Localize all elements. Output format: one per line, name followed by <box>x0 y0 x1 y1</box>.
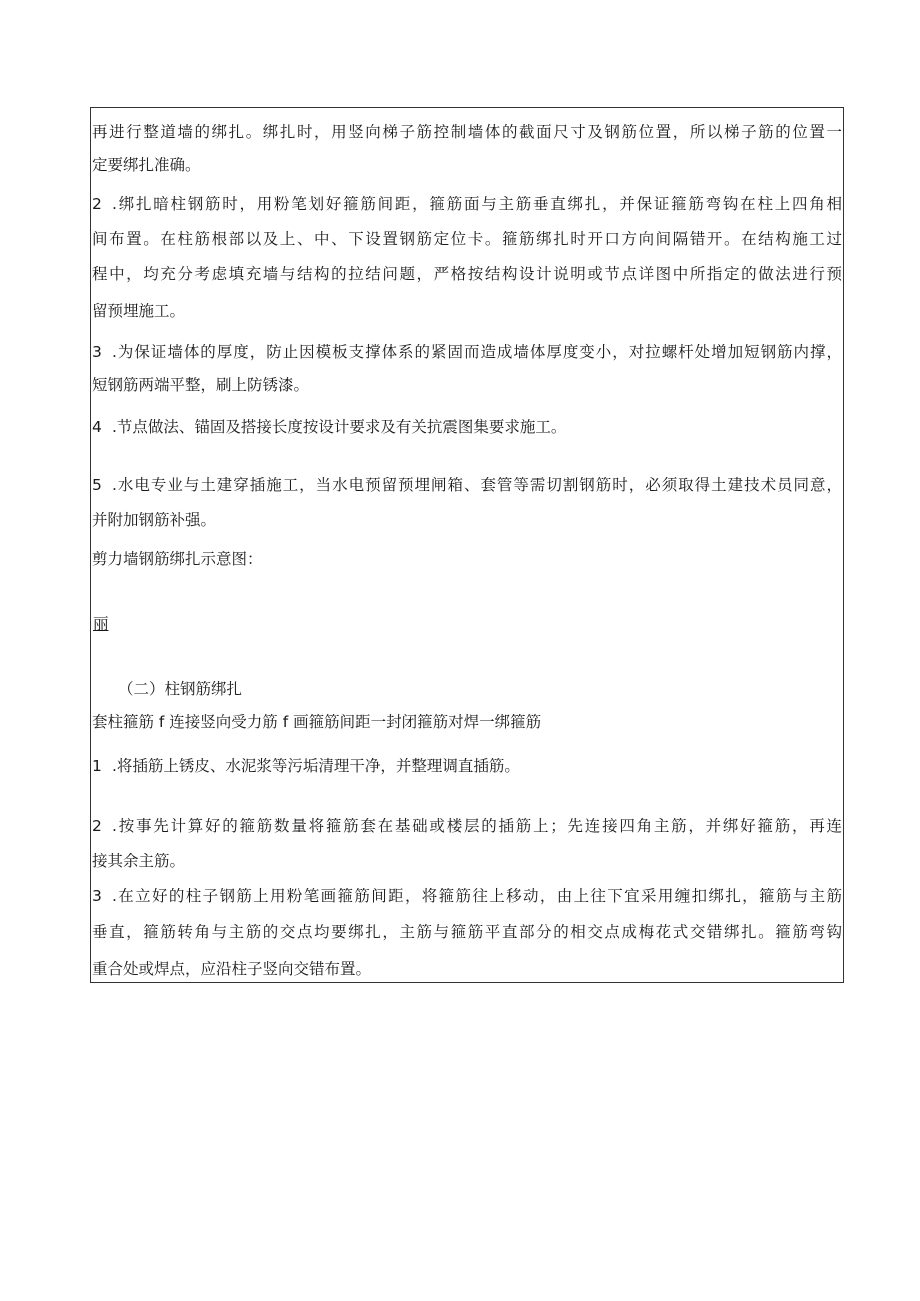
item-text: .在立好的柱子钢筋上用粉笔画箍筋间距，将箍筋往上移动，由上往下宜采用缠扣绑扎，箍筋与主筋 <box>112 887 842 905</box>
intro-line-1: 再进行整道墙的绑扎。绑扎时，用竖向梯子筋控制墙体的截面尺寸及钢筋位置，所以梯子筋的位置一 <box>92 123 842 141</box>
item-3-line-2: 短钢筋两端平整，刷上防锈漆。 <box>92 376 310 394</box>
col-item-1-line-1 <box>92 756 842 776</box>
item-number: 1 <box>92 757 102 775</box>
item-5-line-1 <box>92 475 842 495</box>
col-item-3-line-3: 重合处或焊点，应沿柱子竖向交错布置。 <box>92 960 372 978</box>
item-number: 3 <box>92 887 102 905</box>
process-flow: 套柱箍筋 f 连接竖向受力筋 f 画箍筋间距一封闭箍筋对焊一绑箍筋 <box>92 713 542 731</box>
item-text: .为保证墙体的厚度，防止因模板支撑体系的紧固而造成墙体厚度变小，对拉螺杆处增加短钢筋内撑， <box>112 343 842 361</box>
item-text: .将插筋上锈皮、水泥浆等污垢清理干净，并整理调直插筋。 <box>112 757 520 775</box>
item-text: .绑扎暗柱钢筋时，用粉笔划好箍筋间距，箍筋面与主筋垂直绑扎，并保证箍筋弯钩在柱上四角相 <box>112 195 842 213</box>
item-text: .按事先计算好的箍筋数量将箍筋套在基础或楼层的插筋上；先连接四角主筋，并绑好箍筋，再连 <box>112 817 842 835</box>
section-title: （二）柱钢筋绑扎 <box>118 680 243 698</box>
diagram-caption: 剪力墙钢筋绑扎示意图： <box>92 550 263 568</box>
col-item-2-line-1 <box>92 816 842 836</box>
item-number: 2 <box>92 817 102 835</box>
intro-line-2: 定要绑扎准确。 <box>92 156 201 174</box>
item-5-line-2: 并附加钢筋补强。 <box>92 511 217 529</box>
item-text: .水电专业与土建穿插施工，当水电预留预埋闸箱、套管等需切割钢筋时，必须取得土建技术员同意， <box>112 476 842 494</box>
diagram-image-placeholder: 丽 <box>93 615 109 633</box>
item-number: 3 <box>92 343 102 361</box>
item-number: 5 <box>92 476 102 494</box>
item-2-line-4: 留预埋施工。 <box>92 302 186 320</box>
col-item-3-line-2: 垂直，箍筋转角与主筋的交点均要绑扎，主筋与箍筋平直部分的相交点成梅花式交错绑扎。箍筋弯钩 <box>92 923 842 941</box>
col-item-2-line-2: 接其余主筋。 <box>92 852 186 870</box>
col-item-3-line-1 <box>92 886 842 906</box>
item-4-line-1 <box>92 417 842 437</box>
item-number: 2 <box>92 195 102 213</box>
item-2-line-1 <box>92 194 842 214</box>
item-text: .节点做法、锚固及搭接长度按设计要求及有关抗震图集要求施工。 <box>112 418 567 436</box>
item-2-line-3: 程中，均充分考虑填充墙与结构的拉结问题，严格按结构设计说明或节点详图中所指定的做法进行预 <box>92 265 842 283</box>
item-3-line-1 <box>92 342 842 362</box>
item-number: 4 <box>92 418 102 436</box>
item-2-line-2: 间布置。在柱筋根部以及上、中、下设置钢筋定位卡。箍筋绑扎时开口方向间隔错开。在结构施工过 <box>92 230 842 248</box>
